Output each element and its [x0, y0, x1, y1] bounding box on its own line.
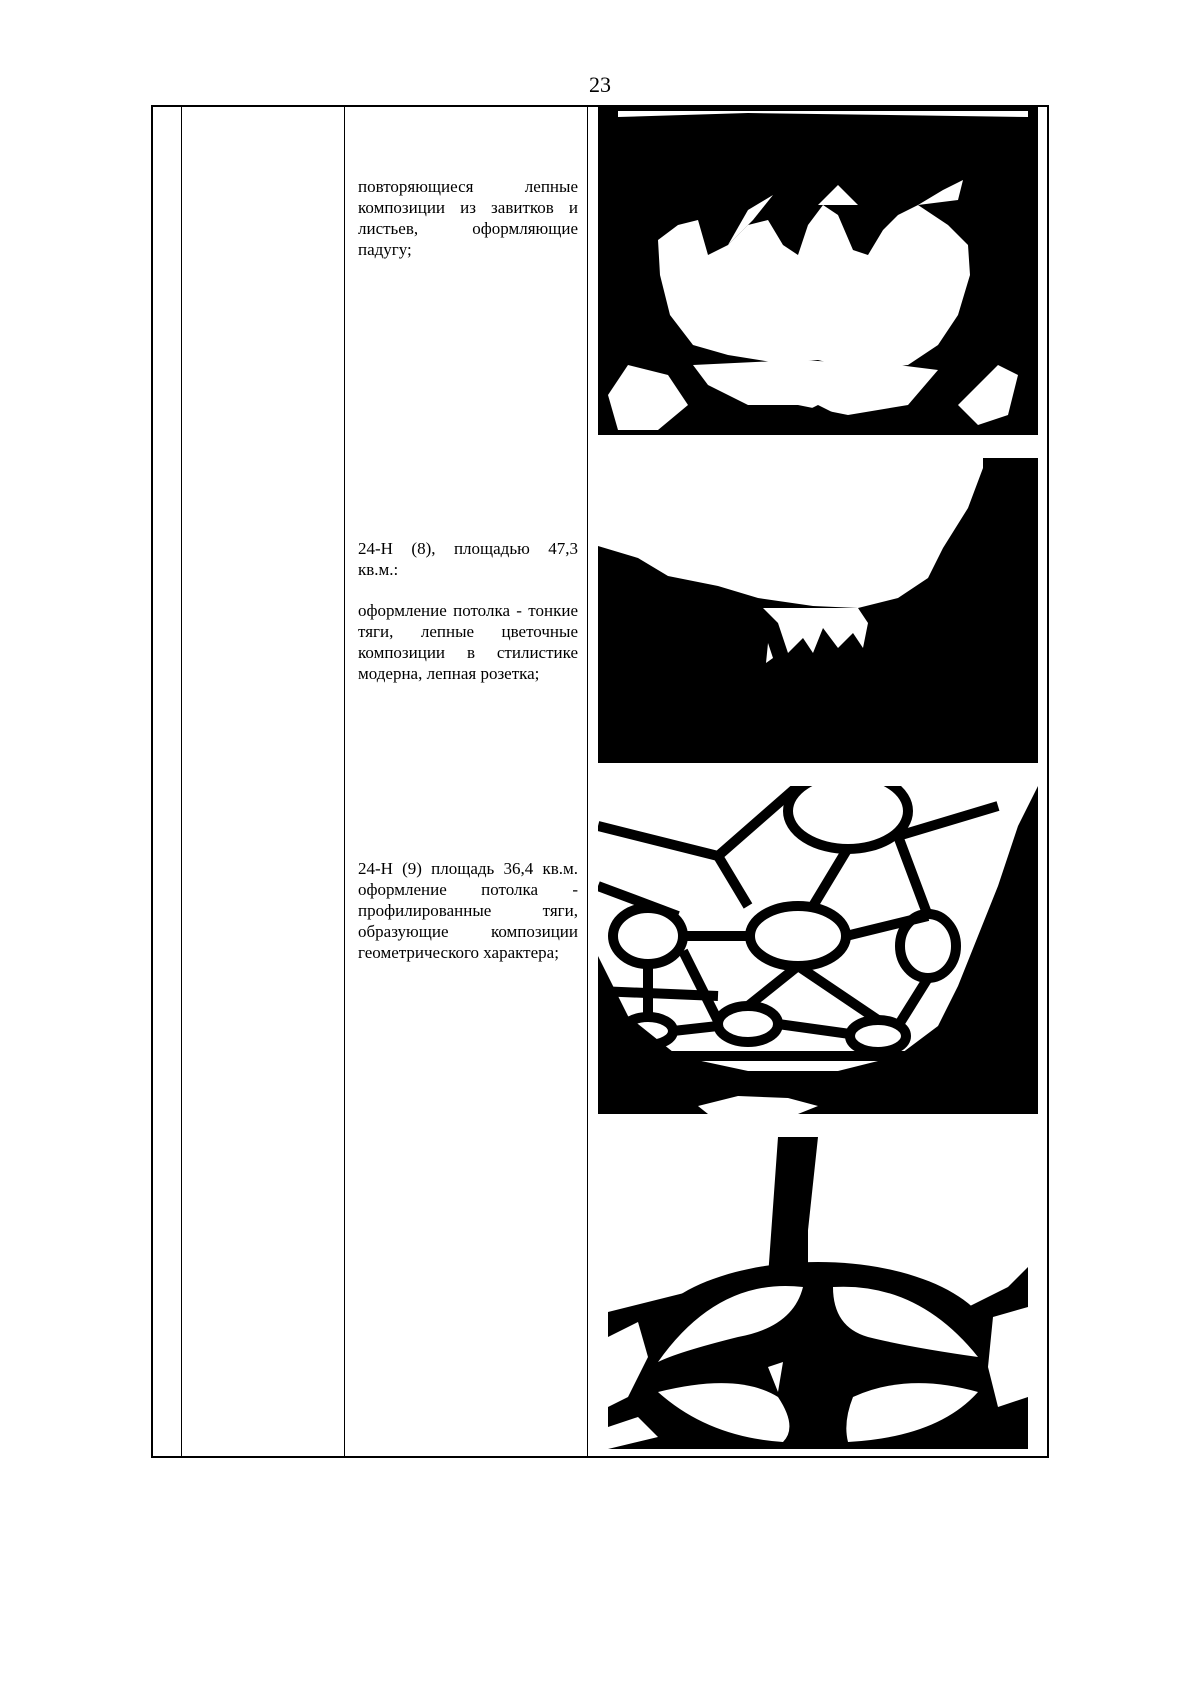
description-text: 24-Н (9) площадь 36,4 кв.м. оформление потолка - профилированные тяги, образующие композиции геометрического характера; [358, 859, 578, 962]
ceiling-ribs-closeup-photo [608, 1137, 1028, 1449]
description-row-2 [358, 538, 578, 684]
description-row-3 [358, 858, 578, 963]
ceiling-rosette-chandelier-photo [598, 458, 1038, 763]
description-text: повторяющиеся лепные композиции из завитков и листьев, оформляющие падугу; [358, 177, 578, 259]
ceiling-stucco-padug-photo [598, 105, 1038, 435]
page-number: 23 [589, 72, 611, 97]
ceiling-geometric-ribs-photo [598, 786, 1038, 1114]
room-heading: 24-Н (8), площадью 47,3 кв.м.: [358, 539, 578, 579]
description-row-1 [358, 176, 578, 260]
description-text: оформление потолка - тонкие тяги, лепные цветочные композиции в стилистике модерна, лепная розетка; [358, 601, 578, 683]
